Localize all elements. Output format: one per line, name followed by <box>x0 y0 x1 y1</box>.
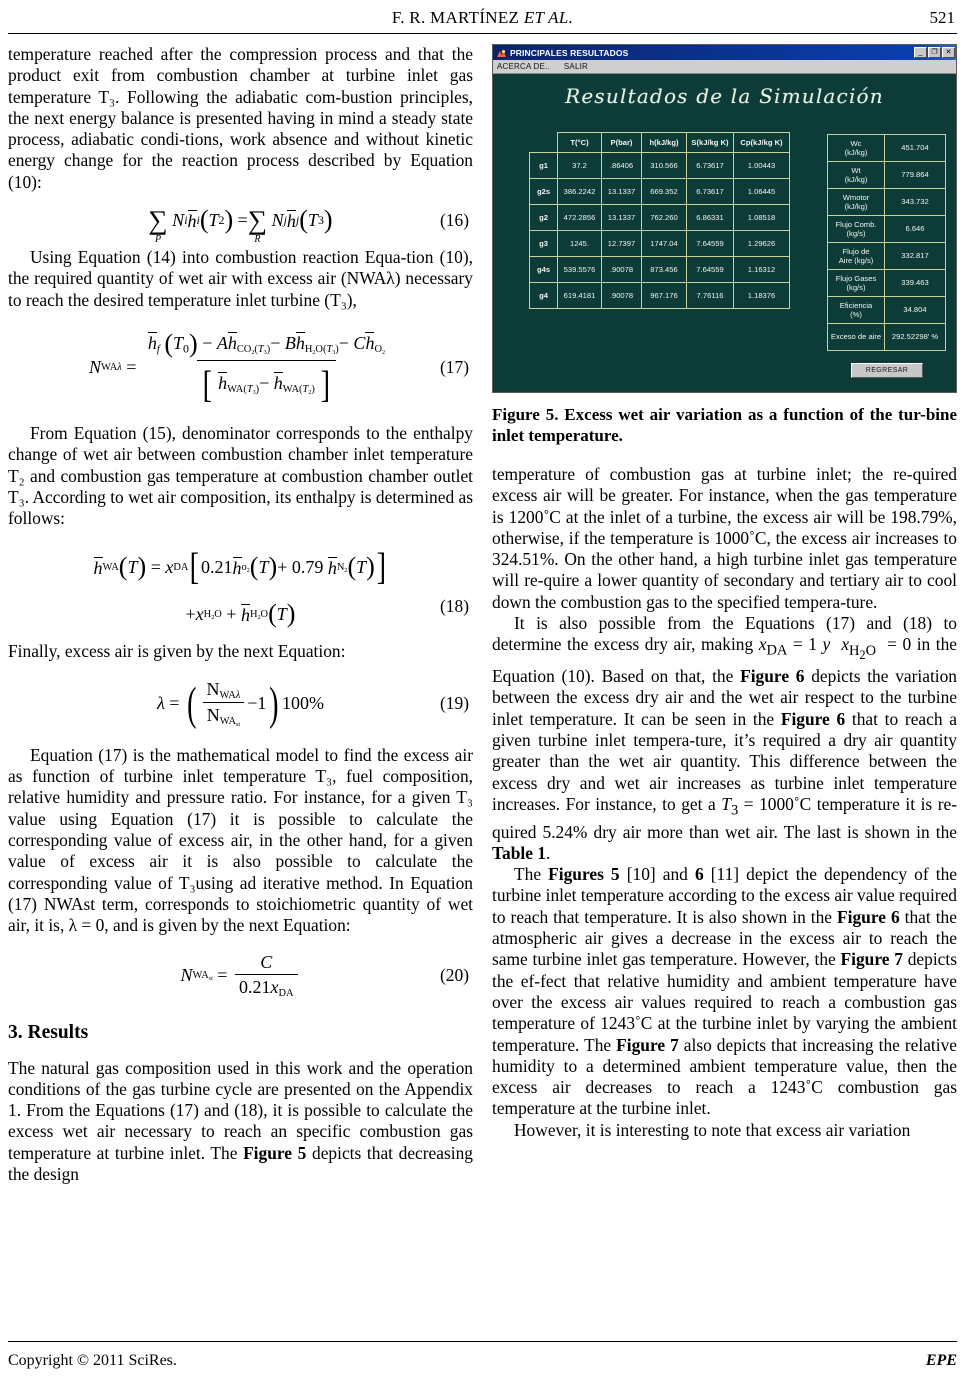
state-pressure: 12.7397 <box>602 231 642 257</box>
state-label: g4s <box>530 257 558 283</box>
table-row <box>530 283 790 309</box>
left-paragraph-6: The natural gas composition used in this work and the operation conditions of the gas turbine cycle are presented on the Appendix 1. From the Equations (17) and (18), it is possible to calculate the excess wet air necessary to reach an specific combustion gas temperature at turbine inlet. The Figure 5 depicts that decreasing the design <box>8 1057 473 1185</box>
window-menu-bar[interactable] <box>493 60 956 74</box>
right-column <box>492 44 957 1299</box>
state-cp: 1.06445 <box>734 179 790 205</box>
result-key-line1: Wmotor <box>842 192 870 202</box>
state-enthalpy: 669.352 <box>642 179 687 205</box>
state-pressure: 13.1337 <box>602 205 642 231</box>
state-cp: 1.08518 <box>734 205 790 231</box>
result-key-line2: (kJ/kg) <box>844 175 868 184</box>
state-cp: 1.16312 <box>734 257 790 283</box>
figure-5-ref: Figure 5 <box>243 1142 307 1163</box>
state-cp: 1.29626 <box>734 231 790 257</box>
figure-7-ref: Figure 7 <box>840 949 903 970</box>
result-key <box>828 135 885 162</box>
window-title-bar[interactable] <box>493 45 956 60</box>
result-key-line2: (%) <box>850 310 862 319</box>
states-table-corner <box>530 133 558 153</box>
equation-18-line2: + x H2O + h H2O ( T ) <box>185 599 296 629</box>
state-entropy: 6.73617 <box>687 179 734 205</box>
figures-5-ref: Figures 5 <box>548 864 620 885</box>
results-summary-table <box>827 134 946 351</box>
equation-18-line1: h WA ( T ) = x DA [ 0.21 h o2 ( T ) + 0.79 h N2 ( T ) ] <box>93 546 386 589</box>
right-paragraph-2: It is also possible from the Equations (17) and (18) to determine the excess dry air, making $x_{DA} = 1$ y $x_{H_2O} = 0$ in the Equation (10). Based on that, the Figure 6 depicts the variation between the excess dry air and the wet air respect to the turbine inlet temperature. It can be seen in the Figure 6 that to reach a given turbine inlet tempera-ture, it’s required a dry air quantity greater than the wet air quantity. This difference between the excess dry and wet air increases as turbine inlet temperature increases. For instance, to get a $T_3$ = 1000˚C temperature it is re-quired 5.24% dry air more than wet air. The last is shown in the Table 1. <box>492 613 958 863</box>
equation-16 <box>8 204 473 246</box>
result-key-line1: Flujo Comb. <box>835 219 877 229</box>
figure-5-caption: Figure 5. Excess wet air variation as a function of the tur-bine inlet temperature. <box>492 405 957 445</box>
state-entropy: 6.86331 <box>687 205 734 231</box>
table-row <box>828 162 946 189</box>
page-number: 521 <box>929 8 955 27</box>
states-col-cp: Cp(kJ/kg K) <box>734 133 790 153</box>
result-value: 779.864 <box>885 162 946 189</box>
page-footer <box>8 1352 957 1370</box>
menu-salir[interactable]: SALIR <box>563 62 589 71</box>
left-paragraph-1: temperature reached after the compression process and that the product exit from combustion chamber at turbine inlet gas temperature T₃. Following the adiabatic com-bustion principles, the next energy balance is presented having in mind a steady state process, adiabatic condi-tions, work absence and without kinetic energy change for the reaction process described by Equation (10): <box>8 44 473 192</box>
result-key <box>828 216 885 243</box>
figure-6-ref: Figure 6 <box>780 708 846 729</box>
result-key-line1: Wc <box>850 138 862 148</box>
state-pressure: .90078 <box>602 283 642 309</box>
equation-18-number: (18) <box>440 596 469 617</box>
regresar-button[interactable]: REGRESAR <box>851 363 923 378</box>
state-enthalpy: 873.456 <box>642 257 687 283</box>
result-key-line1: Eficiencia <box>839 300 873 310</box>
table-row <box>530 257 790 283</box>
state-temperature: 472.2856 <box>558 205 602 231</box>
result-value: 451.704 <box>885 135 946 162</box>
state-enthalpy: 1747.04 <box>642 231 687 257</box>
running-head-authors: F. R. MARTÍNEZ <box>391 8 520 27</box>
table-row <box>530 205 790 231</box>
states-col-temperature: T(°C) <box>558 133 602 153</box>
state-label: g2s <box>530 179 558 205</box>
table-row <box>828 270 946 297</box>
result-key <box>828 189 885 216</box>
state-enthalpy: 310.566 <box>642 153 687 179</box>
state-temperature: 1245. <box>558 231 602 257</box>
state-label: g1 <box>530 153 558 179</box>
table-row <box>828 216 946 243</box>
left-column <box>8 44 473 1299</box>
equation-17-number: (17) <box>440 357 469 378</box>
state-enthalpy: 967.176 <box>642 283 687 309</box>
table-row <box>828 297 946 324</box>
table-1-ref: Table 1 <box>492 842 546 863</box>
page-header <box>0 8 965 32</box>
left-paragraph-2: Using Equation (14) into combustion reaction Equa-tion (10), the required quantity of wet air with excess air (NWAλ) necessary to reach the desired temperature inlet turbine (T₃), <box>8 247 473 310</box>
result-value: 6.646 <box>885 216 946 243</box>
states-table <box>529 132 790 309</box>
equation-19 <box>8 677 473 731</box>
menu-acerca-de[interactable]: ACERCA DE.. <box>497 62 550 71</box>
result-value: 339.463 <box>885 270 946 297</box>
footer-divider <box>8 1341 957 1342</box>
result-value: 343.732 <box>885 189 946 216</box>
result-value: 292.52298' % <box>885 324 946 351</box>
equation-18 <box>8 545 473 629</box>
header-divider <box>8 33 957 34</box>
figure-6-ref: Figure 6 <box>837 906 900 927</box>
result-key <box>828 162 885 189</box>
simulation-heading: Resultados de la Simulación <box>565 84 884 108</box>
table-row <box>828 135 946 162</box>
result-key <box>828 270 885 297</box>
close-button[interactable]: ✕ <box>942 47 955 58</box>
result-value: 332.817 <box>885 243 946 270</box>
state-label: g2 <box>530 205 558 231</box>
state-temperature: 539.5576 <box>558 257 602 283</box>
figure-7-ref: Figure 7 <box>616 1034 679 1055</box>
right-paragraph-1: temperature of combustion gas at turbine inlet; the re-quired excess air will be greater. For instance, when the gas temperature is 1200˚C at the inlet of a turbine, the excess air will be 198.79%, otherwise, if the temperature is 1000˚C, the excess air increases to 324.51%. On the other hand, a high turbine inlet gas temperature will re-quire a lower quantity of secondary and tertiary air to cool down the combustion gas to the specified tempera-ture. <box>492 464 957 612</box>
state-label: g3 <box>530 231 558 257</box>
minimize-button[interactable]: _ <box>914 47 927 58</box>
result-key-line2: (kJ/kg) <box>844 202 868 211</box>
table-row <box>530 231 790 257</box>
running-head-etal: ET AL. <box>523 8 574 27</box>
equation-17 <box>8 329 473 407</box>
state-temperature: 386.2242 <box>558 179 602 205</box>
figure-6-num-ref: 6 <box>694 864 704 885</box>
result-key-line2: (kg/s) <box>846 283 866 292</box>
table-row <box>530 153 790 179</box>
state-pressure: .86406 <box>602 153 642 179</box>
result-key-line2: (kg/s) <box>846 229 866 238</box>
figure-6-ref: Figure 6 <box>740 666 805 687</box>
maximize-button[interactable]: ❐ <box>928 47 941 58</box>
result-key-line1: Exceso de aire <box>830 332 882 342</box>
state-entropy: 7.64559 <box>687 231 734 257</box>
table-row <box>828 324 946 351</box>
state-cp: 1.00443 <box>734 153 790 179</box>
equation-19-number: (19) <box>440 693 469 714</box>
state-entropy: 7.64559 <box>687 257 734 283</box>
app-icon <box>496 47 507 58</box>
result-key-line1: Wt <box>851 165 861 175</box>
state-enthalpy: 762.260 <box>642 205 687 231</box>
result-key-line1: Flujo de <box>842 246 870 256</box>
section-heading-results: 3. Results <box>8 1021 89 1043</box>
journal-abbreviation: EPE <box>925 1352 957 1369</box>
state-cp: 1.18376 <box>734 283 790 309</box>
state-entropy: 6.73617 <box>687 153 734 179</box>
state-temperature: 619.4181 <box>558 283 602 309</box>
left-paragraph-5: Equation (17) is the mathematical model to find the excess air as function of turbine inlet temperature T₃, fuel composition, relative humidity and pressure ratio. For instance, for a given T₃ value using Equation (17) it is possible to calculate the corresponding value of excess air, in the other hand, for a given value of excess air it is also possible to calculate the corresponding value of T₃using ad iterative method. In Equation (17) NWAst term, corresponds to stoichiometric quantity of wet air, it is, λ = 0, and is given by the next Equation: <box>8 744 473 936</box>
result-key <box>828 297 885 324</box>
result-key <box>828 324 885 351</box>
running-head <box>10 8 955 28</box>
result-key-line1: Flujo Gases <box>835 273 877 283</box>
left-paragraph-3: From Equation (15), denominator corresponds to the enthalpy change of wet air between combustion chamber inlet temperature T₂ and combustion gas temperature at combustion chamber outlet T₃. According to wet air composition, its enthalpy is determined as follows: <box>8 422 473 529</box>
result-key <box>828 243 885 270</box>
window-controls[interactable] <box>914 47 955 58</box>
copyright-text: Copyright © 2011 SciRes. <box>8 1352 177 1369</box>
state-label: g4 <box>530 283 558 309</box>
left-paragraph-4: Finally, excess air is given by the next Equation: <box>8 641 346 662</box>
equation-19-body: λ = ( $\frac{\text{NWAλ}}{\text{NWAst}}$ −1 ) 100% <box>156 677 325 730</box>
right-paragraph-4: However, it is interesting to note that excess air variation <box>514 1119 911 1140</box>
app-window-principales-resultados[interactable] <box>492 44 957 393</box>
window-title: PRINCIPALES RESULTADOS <box>510 47 629 58</box>
states-table-header-row <box>530 133 790 153</box>
table-row <box>828 243 946 270</box>
equation-16-number: (16) <box>440 209 469 230</box>
state-pressure: .90078 <box>602 257 642 283</box>
states-col-enthalpy: h(kJ/kg) <box>642 133 687 153</box>
states-col-pressure: P(bar) <box>602 133 642 153</box>
equation-20 <box>8 952 473 999</box>
table-row <box>530 179 790 205</box>
equation-17-body: N WAλ = hf $(T_0)$ − AhCO2(T3)− BhH2O(T3)− ChO2 [ hWA(T3)− hWA(T2) ] <box>88 328 386 406</box>
table-row <box>828 189 946 216</box>
equation-20-number: (20) <box>440 965 469 986</box>
state-entropy: 7.76116 <box>687 283 734 309</box>
state-temperature: 37.2 <box>558 153 602 179</box>
result-key-line2: Aire (kg/s) <box>838 256 874 265</box>
result-value: 34.804 <box>885 297 946 324</box>
right-paragraph-3: The Figures 5 [10] and 6 [11] depict the dependency of the turbine inlet temperature according to the excess air value required to reach that temperature. It is also shown in the Figure 6 that the atmospheric air gives a decrease in the excess air to reach the same turbine inlet gas temperature. However, the Figure 7 depicts the ef-fect that relative humidity and ambient temperature have over the excess air values required to reach a combustion gas temperature of 1243˚C at the turbine inlet by varying the ambient temperature. The Figure 7 also depicts that increasing the relative humidity to a determined ambient temperature value, then the excess air decreases to reach a 1243˚C combustion gas temperature at the turbine inlet. <box>492 864 957 1119</box>
states-col-entropy: S(kJ/kg K) <box>687 133 734 153</box>
equation-16-body: ∑ P N i h i ( T 2 ) = ∑ R N j h j ( T 3 ) <box>148 204 333 246</box>
equation-20-body: N WAst = $\frac{C}{\text{0.21xDA}}$ <box>8 952 473 999</box>
state-pressure: 13.1337 <box>602 179 642 205</box>
result-key-line2: (kJ/kg) <box>844 148 868 157</box>
two-column-body <box>8 44 957 1299</box>
figure-5 <box>492 44 957 446</box>
window-client-area <box>493 75 956 392</box>
